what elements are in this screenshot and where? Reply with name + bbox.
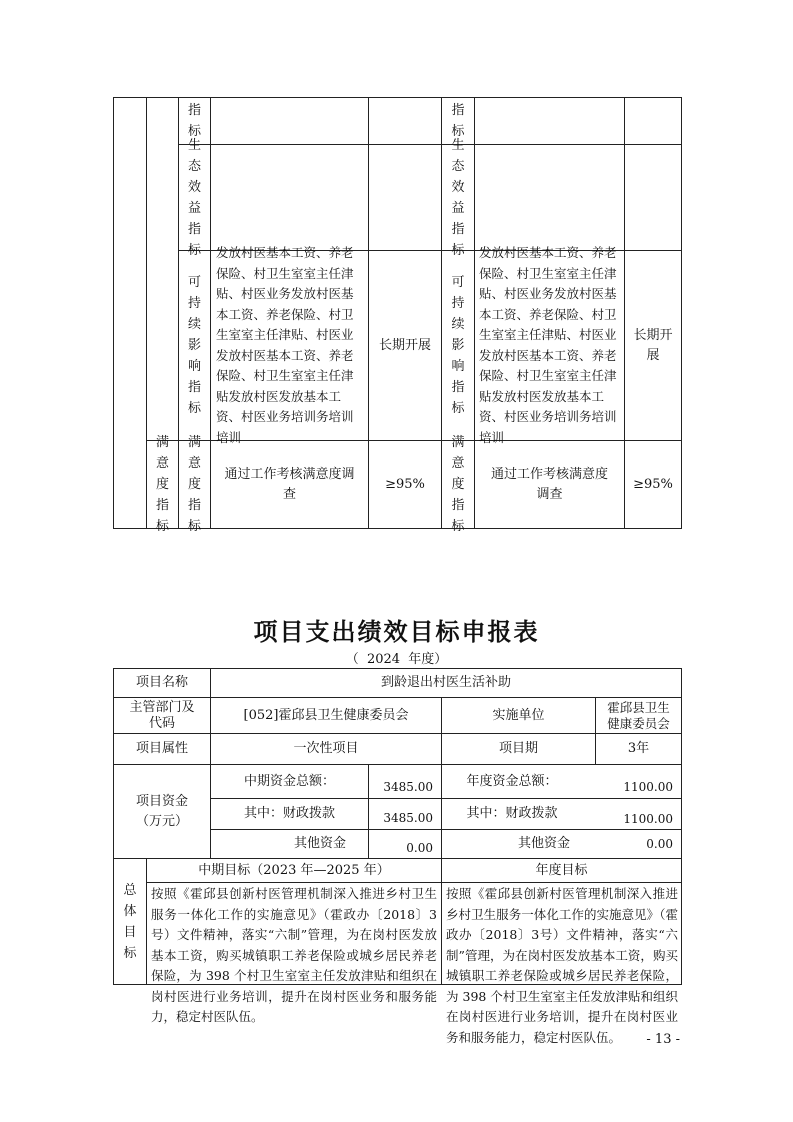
row1-right-label: 指标 xyxy=(451,103,465,139)
row4-left-content: 通过工作考核满意度调查 xyxy=(224,466,355,502)
project-name-value: 到龄退出村医生活补助 xyxy=(380,675,511,690)
row4-outer-label: 满意度指标 xyxy=(156,435,170,534)
page-number: - 13 - xyxy=(646,1032,680,1047)
annual-total-label: 年度资金总额： xyxy=(466,773,558,789)
impl-value: 霍邱县卫生健康委员会 xyxy=(607,699,670,731)
other-value-left: 0.00 xyxy=(406,841,433,855)
fiscal-value-right: 1100.00 xyxy=(623,812,673,826)
annual-total-value: 1100.00 xyxy=(623,779,673,794)
fiscal-label-left: 其中：财政拨款 xyxy=(243,806,335,821)
row2-left-label: 生态效益指标 xyxy=(188,137,202,258)
annual-goal-header: 年度目标 xyxy=(535,862,588,878)
row1-left-label: 指标 xyxy=(188,103,202,139)
dept-value: [052]霍邱县卫生健康委员会 xyxy=(243,707,409,723)
fiscal-label-right: 其中：财政拨款 xyxy=(466,806,558,821)
row4-right-value: ≥95% xyxy=(633,476,673,492)
row3-right-content: 发放村医基本工资、养老保险、村卫生室室主任津贴、村医业务发放村医基本工资、养老保险、村卫生室室主任津贴、村医业发放村医基本工资、养老保险、村卫生室室主任津贴发放村医发放基本工资、村医业务培训务培训培训 xyxy=(479,245,617,445)
mid-goal-header: 中期目标（2023 年—2025 年） xyxy=(198,862,390,878)
row3-left-label: 可持续影响指标 xyxy=(188,275,202,416)
row2-right-label: 生态效益指标 xyxy=(451,137,465,258)
funds-label: 项目资金（万元） xyxy=(135,793,188,829)
overall-label: 总体目标 xyxy=(123,882,137,961)
attr-label: 项目属性 xyxy=(135,741,188,756)
other-label-left: 其他资金 xyxy=(293,836,346,851)
period-label: 项目期 xyxy=(498,741,538,756)
row3-left-value: 长期开展 xyxy=(378,337,431,353)
row3-right-label: 可持续影响指标 xyxy=(451,275,465,416)
annual-goal-text: 按照《霍邱县创新村医管理机制深入推进乡村卫生服务一体化工作的实施意见》（霍政办〔2018〕3号）文件精神，落实“六制”管理，为在岗村医发放基本工资，购买城镇职工养老保险或城乡居民养老保险，为 398 个村卫生室室主任发放津贴和组织在岗村医进行业务培训，提升在岗村医业务和服务能力，稳定村医队伍。 xyxy=(446,886,678,1045)
mid-total-value: 3485.00 xyxy=(383,779,433,794)
impl-label: 实施单位 xyxy=(492,707,545,723)
dept-label: 主管部门及代码 xyxy=(129,699,195,731)
row4-left-label: 满意度指标 xyxy=(188,435,202,534)
other-value-right: 0.00 xyxy=(646,837,673,851)
mid-goal-text: 按照《霍邱县创新村医管理机制深入推进乡村卫生服务一体化工作的实施意见》（霍政办〔2018〕3号）文件精神，落实“六制”管理，为在岗村医发放基本工资，购买城镇职工养老保险或城乡居民养老保险，为 398 个村卫生室室主任发放津贴和组织在岗村医进行业务培训，提升在岗村医业务和服务能力，稳定村医队伍。 xyxy=(151,886,437,1024)
row3-right-value: 长期开展 xyxy=(633,327,673,363)
row4-right-content: 通过工作考核满意度调查 xyxy=(490,466,608,502)
other-label-right: 其他资金 xyxy=(517,836,570,851)
year-line: （ 2024 年度） xyxy=(345,652,448,667)
attr-value: 一次性项目 xyxy=(293,741,359,756)
row4-left-value: ≥95% xyxy=(385,476,425,492)
project-name-label: 项目名称 xyxy=(135,675,188,690)
mid-total-label: 中期资金总额： xyxy=(243,773,335,789)
row4-right-label: 满意度指标 xyxy=(451,435,465,534)
row3-left-content: 发放村医基本工资、养老保险、村卫生室室主任津贴、村医业务发放村医基本工资、养老保险、村卫生室室主任津贴、村医业发放村医基本工资、养老保险、村卫生室室主任津贴发放村医发放基本工资、村医业务培训务培训培训 xyxy=(216,245,354,445)
period-value: 3年 xyxy=(627,741,650,756)
form-title: 项目支出绩效目标申报表 xyxy=(253,617,540,646)
fiscal-value-left: 3485.00 xyxy=(383,811,433,825)
